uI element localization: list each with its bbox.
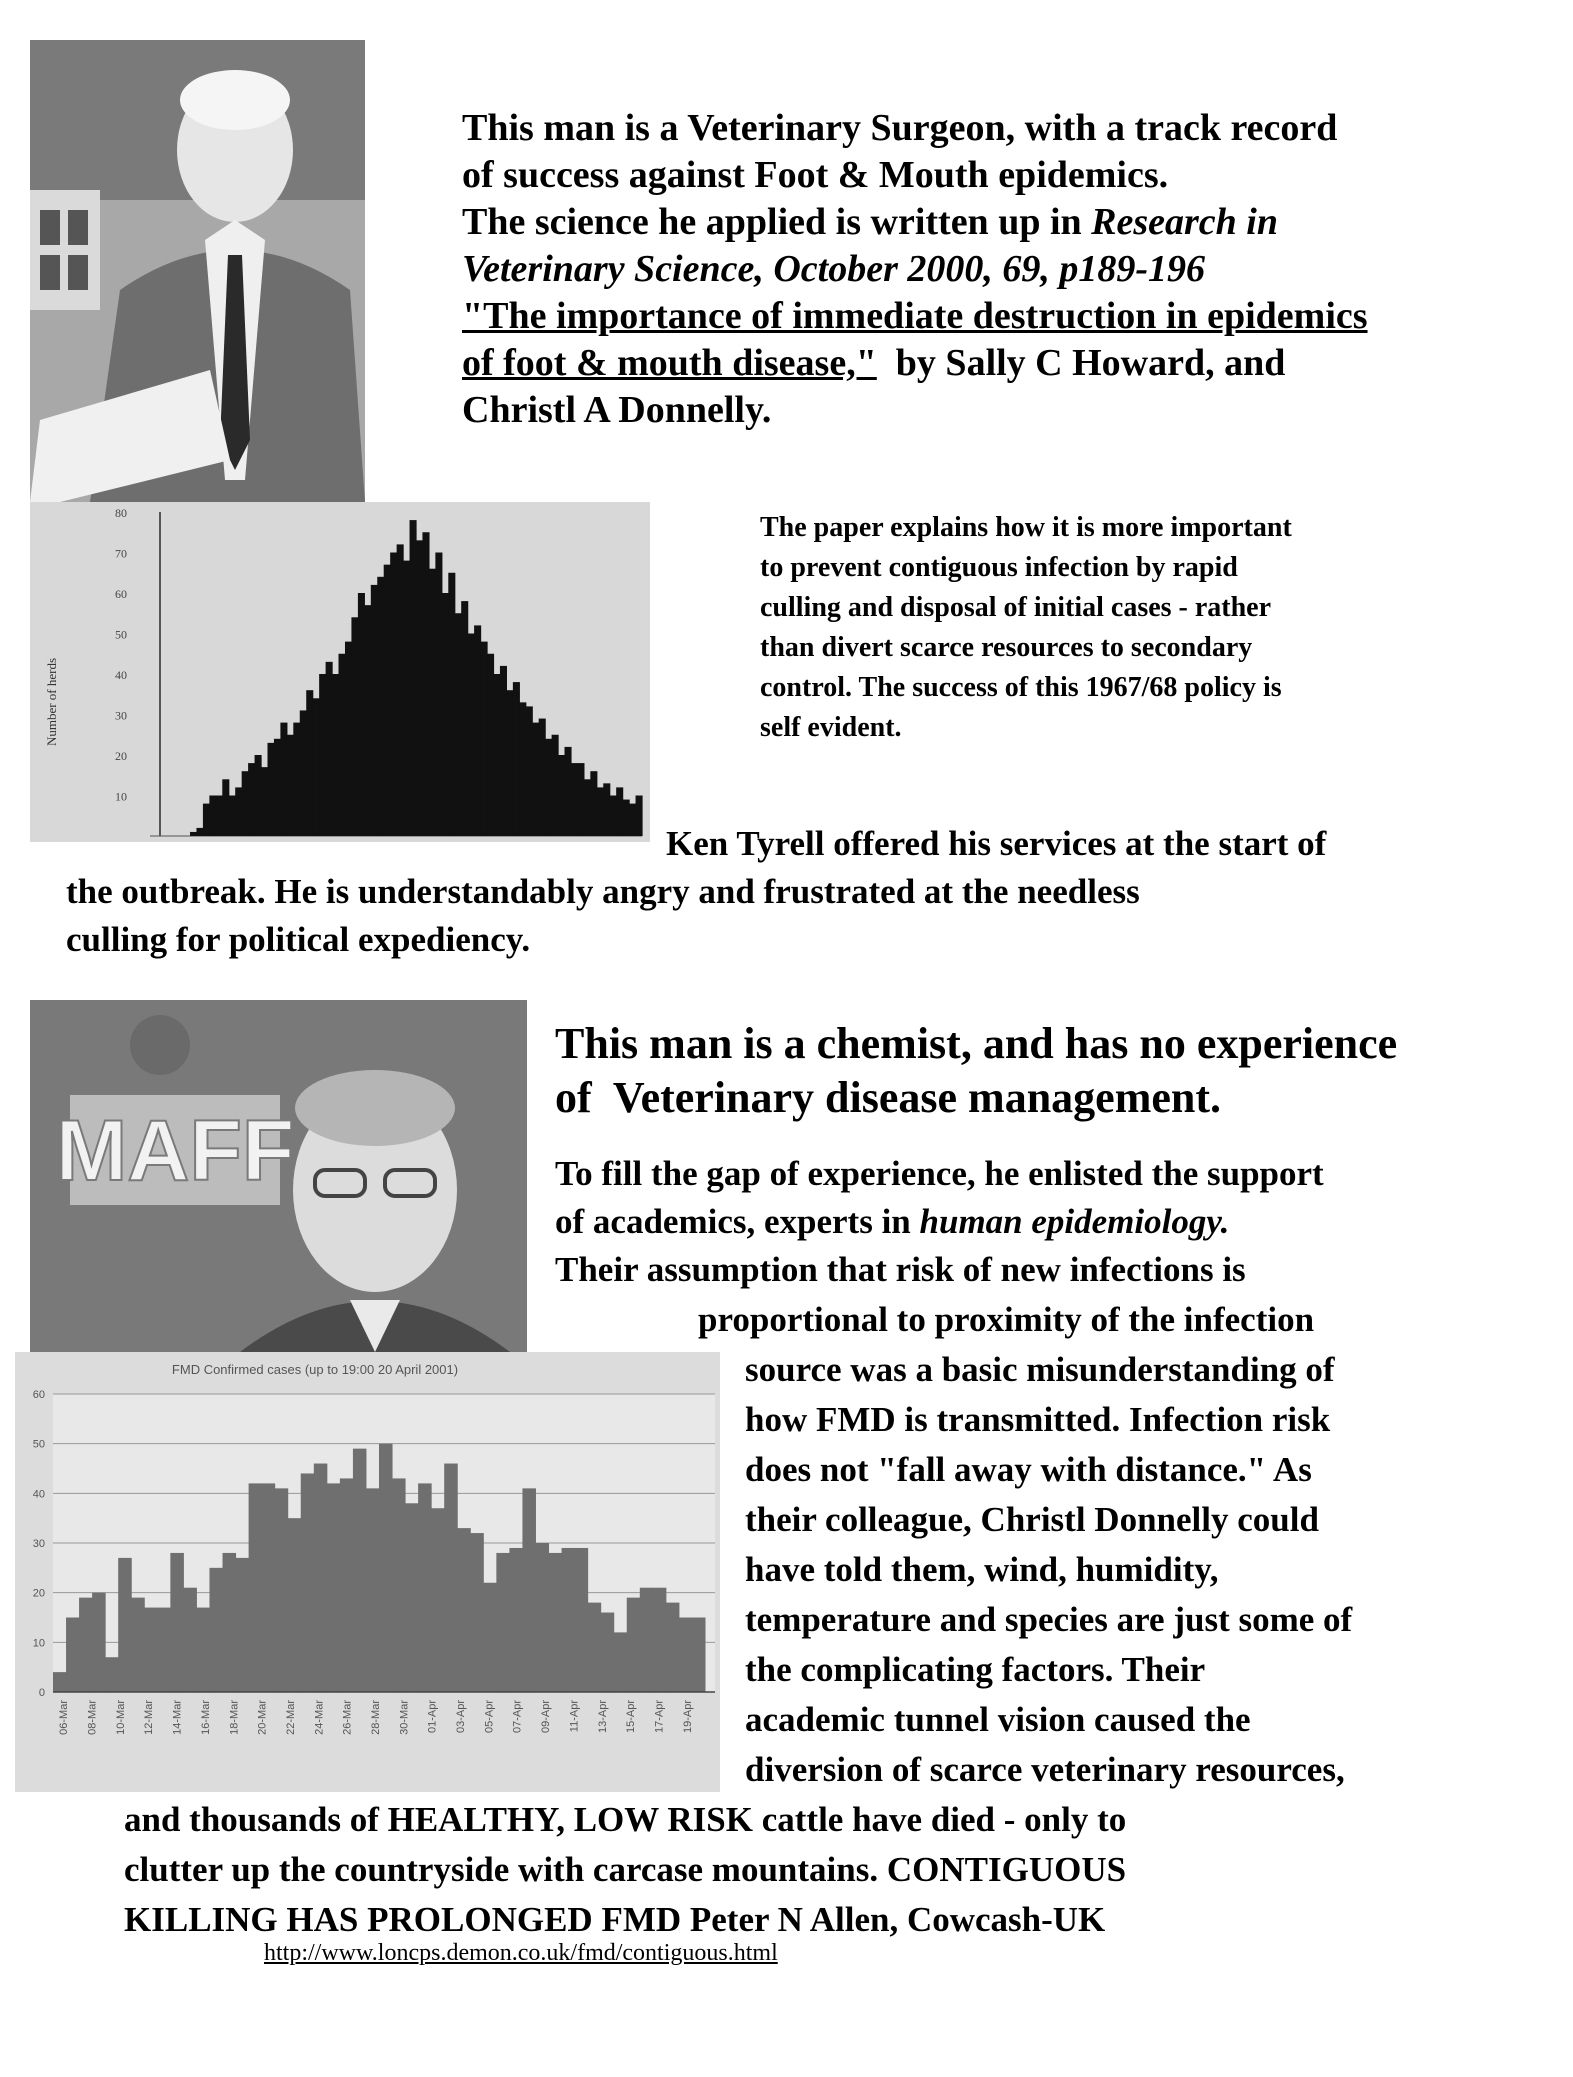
bar xyxy=(429,569,436,836)
bar xyxy=(262,1483,276,1692)
x-tick-label: 01-Apr xyxy=(426,1700,439,1734)
chart-2001-cases xyxy=(15,1352,720,1792)
bar xyxy=(629,804,636,836)
bar xyxy=(552,735,559,836)
maff-logo-text: MAFF xyxy=(55,1103,295,1199)
summary-line: control. The success of this 1967/68 policy is xyxy=(760,672,1282,703)
x-tick-label: 18-Mar xyxy=(228,1700,241,1735)
x-tick-label: 07-Apr xyxy=(511,1700,524,1734)
bar xyxy=(274,739,281,836)
vet-line-1: This man is a Veterinary Surgeon, with a track record xyxy=(462,107,1338,149)
bar xyxy=(255,755,262,836)
bar xyxy=(280,723,287,836)
x-tick-label: 17-Apr xyxy=(653,1700,666,1734)
bar xyxy=(614,1632,628,1692)
bar xyxy=(636,796,643,837)
bar xyxy=(410,520,417,836)
bar xyxy=(339,654,346,836)
vet-description xyxy=(462,105,1562,434)
bar xyxy=(526,706,533,836)
body-l16: KILLING HAS PROLONGED FMD Peter N Allen, Cowcash-UK xyxy=(124,1900,1106,1939)
bar xyxy=(397,544,404,836)
bar xyxy=(601,1613,615,1692)
bar xyxy=(692,1618,706,1693)
bar xyxy=(603,783,610,836)
bar xyxy=(575,1548,589,1692)
bar xyxy=(390,553,397,837)
bar xyxy=(105,1657,119,1692)
x-tick-label: 05-Apr xyxy=(483,1700,496,1734)
chart-1967-svg xyxy=(30,502,650,842)
bar xyxy=(384,565,391,836)
x-tick-label: 30-Mar xyxy=(398,1700,411,1735)
y-tick-label: 40 xyxy=(32,1488,45,1501)
vet-portrait-image xyxy=(30,40,365,502)
chemist-portrait-image xyxy=(30,1000,527,1352)
chemist-heading-line-2: of Veterinary disease management. xyxy=(555,1073,1222,1122)
x-tick-label: 15-Apr xyxy=(625,1700,638,1734)
body-l11: the complicating factors. Their xyxy=(745,1650,1206,1689)
bar xyxy=(545,739,552,836)
bar xyxy=(468,634,475,837)
body-l12: academic tunnel vision caused the xyxy=(745,1700,1251,1739)
y-tick-label: 60 xyxy=(115,587,127,601)
vet-line-2: of success against Foot & Mouth epidemics. xyxy=(462,154,1169,196)
bar xyxy=(327,1483,341,1692)
bar xyxy=(92,1593,106,1692)
x-tick-label: 13-Apr xyxy=(596,1700,609,1734)
bar xyxy=(366,1488,380,1692)
y-tick-label: 80 xyxy=(115,506,127,520)
y-tick-label: 70 xyxy=(115,546,127,561)
summary-line: self evident. xyxy=(760,712,902,743)
x-tick-label: 03-Apr xyxy=(455,1700,467,1734)
y-tick-label: 50 xyxy=(32,1438,45,1451)
bar xyxy=(364,605,371,836)
bar xyxy=(131,1598,145,1692)
summary-line: culling and disposal of initial cases - rather xyxy=(760,592,1272,623)
bar xyxy=(275,1488,289,1692)
bar xyxy=(222,779,229,836)
chart-1967-epidemic xyxy=(30,502,650,842)
bar xyxy=(435,553,442,837)
y-tick-label: 30 xyxy=(115,708,127,723)
bar xyxy=(353,1449,367,1692)
bar xyxy=(379,1444,393,1692)
bar xyxy=(461,601,468,836)
bar xyxy=(261,767,268,836)
x-tick-label: 10-Mar xyxy=(114,1700,127,1735)
bar xyxy=(248,763,255,836)
bar xyxy=(627,1598,641,1692)
bar xyxy=(577,763,584,836)
bar xyxy=(522,1488,536,1692)
y-tick-label: 10 xyxy=(32,1637,45,1650)
body-l14: and thousands of HEALTHY, LOW RISK cattle have died - only to xyxy=(124,1800,1127,1839)
bar xyxy=(565,747,572,836)
bar xyxy=(157,1608,171,1692)
bar xyxy=(306,690,313,836)
bar xyxy=(535,1543,549,1692)
bar xyxy=(190,832,197,836)
x-tick-label: 09-Apr xyxy=(540,1700,553,1734)
bar xyxy=(332,674,339,836)
bar xyxy=(170,1553,184,1692)
bar xyxy=(235,787,242,836)
bar xyxy=(562,1548,576,1692)
bar xyxy=(144,1608,158,1692)
bar xyxy=(377,577,384,836)
bar xyxy=(301,1473,315,1692)
x-tick-label: 22-Mar xyxy=(285,1700,297,1735)
bar xyxy=(66,1618,80,1693)
x-tick-label: 28-Mar xyxy=(370,1700,382,1735)
paper-summary xyxy=(760,508,1560,748)
tyrell-line-2: the outbreak. He is understandably angry and frustrated at the needless xyxy=(66,872,1140,911)
body-l7: does not "fall away with distance." As xyxy=(745,1450,1312,1489)
bar xyxy=(571,763,578,836)
body-l15: clutter up the countryside with carcase mountains. CONTIGUOUS xyxy=(124,1850,1127,1889)
bar xyxy=(392,1478,406,1692)
bar xyxy=(532,723,539,836)
bar xyxy=(79,1598,93,1692)
bar xyxy=(558,755,565,836)
body-l2a: of academics, experts in xyxy=(555,1202,920,1241)
bar xyxy=(584,779,591,836)
bar xyxy=(183,1588,197,1692)
bar xyxy=(351,617,358,836)
bar xyxy=(422,532,429,836)
vet-photo xyxy=(30,40,365,502)
body-l13: diversion of scarce veterinary resources, xyxy=(745,1750,1345,1789)
bar xyxy=(455,613,462,836)
y-tick-label: 30 xyxy=(32,1538,45,1550)
vet-line-3a: The science he applied is written up in xyxy=(462,201,1092,243)
bar xyxy=(539,719,546,836)
x-tick-label: 20-Mar xyxy=(256,1700,269,1735)
body-l2b: human epidemiology. xyxy=(919,1202,1230,1241)
bar xyxy=(597,787,604,836)
bar xyxy=(416,540,423,836)
paper-title-part-1: "The importance of immediate destruction in epidemics xyxy=(462,295,1368,337)
body-l5: source was a basic misunderstanding of xyxy=(745,1350,1335,1389)
bar xyxy=(549,1553,563,1692)
y-tick-label: 60 xyxy=(32,1389,45,1401)
chart-title: FMD Confirmed cases (up to 19:00 20 April 2001) xyxy=(171,1362,459,1377)
bar xyxy=(666,1603,680,1692)
chemist-photo xyxy=(30,1000,527,1352)
authors-text: by Sally C Howard, and xyxy=(876,342,1286,384)
bar xyxy=(403,561,410,836)
bar xyxy=(229,796,236,837)
y-tick-label: 10 xyxy=(115,789,127,804)
y-tick-label: 40 xyxy=(115,668,127,682)
bar xyxy=(203,804,210,836)
y-tick-label: 20 xyxy=(115,749,127,763)
bar xyxy=(236,1558,250,1692)
bar xyxy=(474,625,481,836)
bar xyxy=(470,1533,484,1692)
body-l10: temperature and species are just some of xyxy=(745,1600,1353,1639)
tyrell-line-3: culling for political expediency. xyxy=(66,920,531,959)
vet-line-3b: Research in xyxy=(1091,201,1279,243)
x-tick-label: 06-Mar xyxy=(58,1700,71,1735)
bar xyxy=(326,662,333,836)
vet-line-3 xyxy=(462,199,1562,246)
chart-2001-svg xyxy=(15,1352,720,1792)
x-tick-label: 12-Mar xyxy=(143,1700,156,1735)
body-l8: their colleague, Christl Donnelly could xyxy=(745,1500,1319,1539)
bar xyxy=(405,1503,419,1692)
x-tick-label: 08-Mar xyxy=(86,1700,99,1735)
body-l6: how FMD is transmitted. Infection risk xyxy=(745,1400,1331,1439)
bar xyxy=(53,1672,67,1692)
bar xyxy=(588,1603,602,1692)
x-tick-label: 14-Mar xyxy=(171,1700,184,1735)
bar xyxy=(431,1508,445,1692)
body-l3: Their assumption that risk of new infections is xyxy=(555,1250,1246,1289)
tyrell-line-1: Ken Tyrell offered his services at the start of xyxy=(666,824,1327,863)
x-tick-label: 19-Apr xyxy=(681,1700,694,1734)
bar xyxy=(500,666,507,836)
bar xyxy=(209,796,216,837)
vet-line-4 xyxy=(462,246,1562,293)
bar xyxy=(196,1608,210,1692)
summary-line: to prevent contiguous infection by rapid xyxy=(760,552,1238,583)
bar xyxy=(196,828,203,836)
bar xyxy=(496,1553,510,1692)
body-l1: To fill the gap of experience, he enlisted the support xyxy=(555,1154,1324,1193)
bar xyxy=(287,735,294,836)
bar xyxy=(267,743,274,836)
body-l2 xyxy=(555,1198,1229,1246)
bar xyxy=(457,1528,471,1692)
bar xyxy=(242,771,249,836)
summary-line: than divert scarce resources to secondary xyxy=(760,632,1253,663)
bar xyxy=(640,1588,654,1692)
bar xyxy=(358,593,365,836)
bar xyxy=(418,1483,432,1692)
bar xyxy=(481,642,488,836)
bar xyxy=(653,1588,667,1692)
summary-line: The paper explains how it is more important xyxy=(760,512,1292,543)
bar xyxy=(442,593,449,836)
vet-line-5 xyxy=(462,293,1562,340)
y-tick-label: 50 xyxy=(115,627,127,642)
body-l9: have told them, wind, humidity, xyxy=(745,1550,1219,1589)
bar xyxy=(223,1553,237,1692)
bar xyxy=(448,573,455,836)
bar xyxy=(483,1583,497,1692)
bar xyxy=(300,710,307,836)
source-link[interactable]: http://www.loncps.demon.co.uk/fmd/contiguous.html xyxy=(264,1940,778,1966)
x-tick-label: 16-Mar xyxy=(199,1700,212,1735)
bar xyxy=(506,690,513,836)
bar xyxy=(313,698,320,836)
bar xyxy=(249,1483,263,1692)
bar xyxy=(216,796,223,837)
y-tick-label: 20 xyxy=(32,1587,45,1600)
bar xyxy=(118,1558,132,1692)
bar xyxy=(371,585,378,836)
bar xyxy=(590,771,597,836)
bar xyxy=(314,1464,328,1692)
chemist-heading-line-1: This man is a chemist, and has no experience xyxy=(555,1019,1398,1068)
bar xyxy=(209,1568,223,1692)
bar xyxy=(444,1464,458,1692)
body-l4: proportional to proximity of the infection xyxy=(698,1300,1315,1339)
vet-line-6 xyxy=(462,340,1562,387)
bar xyxy=(319,674,326,836)
bar xyxy=(509,1548,523,1692)
bar xyxy=(293,723,300,836)
y-tick-label: 0 xyxy=(38,1687,45,1699)
bar xyxy=(493,674,500,836)
bar xyxy=(519,702,526,836)
bar xyxy=(679,1618,693,1693)
vet-line-7: Christl A Donnelly. xyxy=(462,389,772,431)
bar xyxy=(623,800,630,836)
chemist-heading xyxy=(555,1017,1565,1125)
bar xyxy=(616,787,623,836)
citation-text: Veterinary Science, October 2000, 69, p189-196 xyxy=(462,248,1206,290)
paper-title-part-2: of foot & mouth disease," xyxy=(462,342,877,384)
x-tick-label: 26-Mar xyxy=(341,1700,354,1735)
bar xyxy=(487,654,494,836)
bar xyxy=(340,1478,354,1692)
x-tick-label: 11-Apr xyxy=(568,1700,581,1733)
bar xyxy=(345,642,352,836)
bar xyxy=(288,1518,302,1692)
bar xyxy=(610,796,617,837)
bar xyxy=(513,682,520,836)
x-tick-label: 24-Mar xyxy=(313,1700,326,1735)
y-axis-label: Number of herds xyxy=(44,657,59,747)
